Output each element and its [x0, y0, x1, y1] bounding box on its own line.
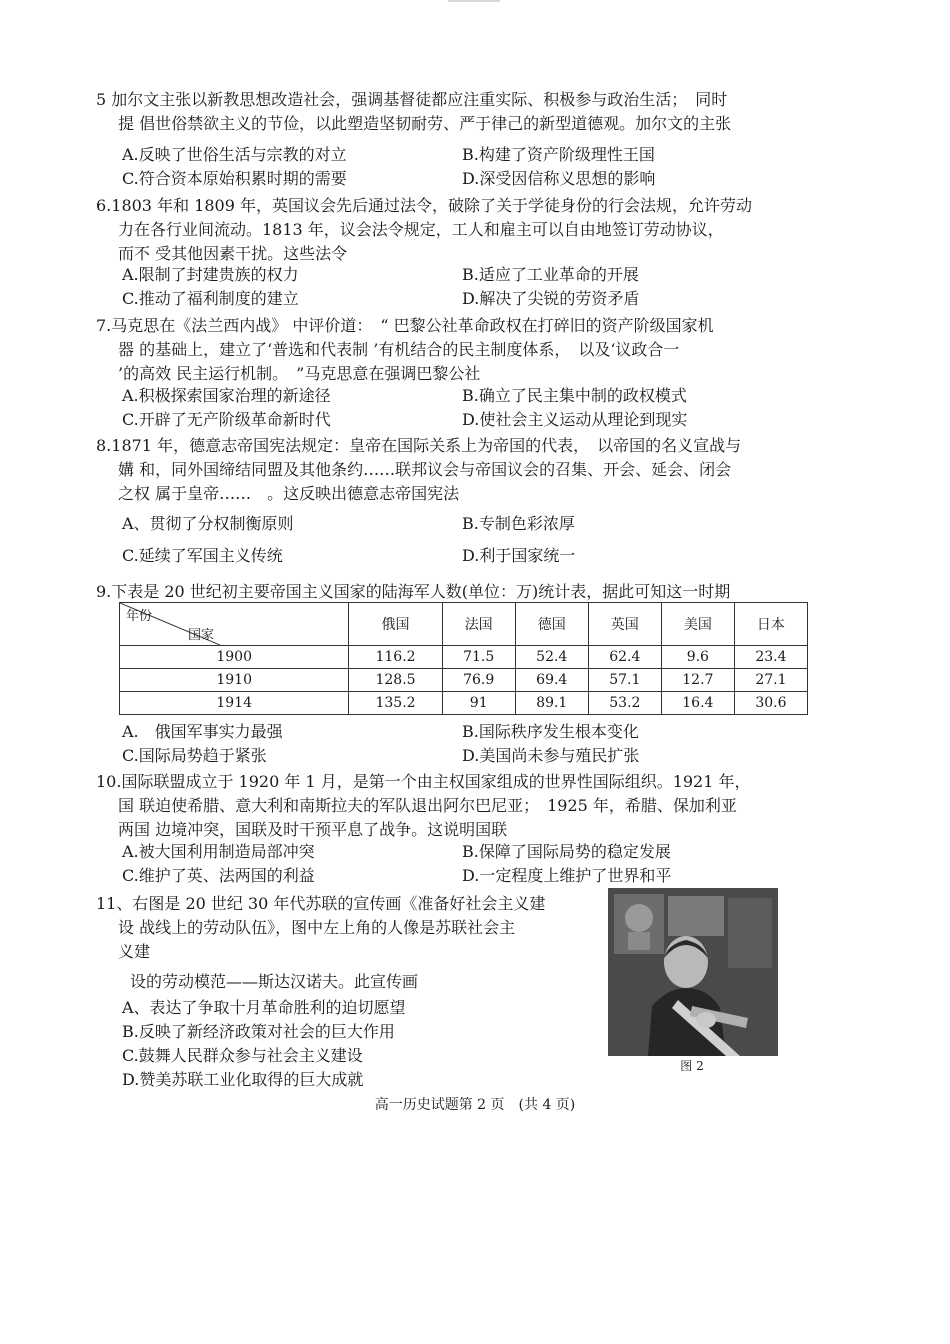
- question-line: 而不 受其他因素干扰。这些法令: [118, 244, 348, 263]
- table-row: [120, 646, 808, 669]
- table-cell: 62.4: [588, 646, 661, 669]
- question-6: [96, 194, 856, 266]
- question-line: 设 战线上的劳动队伍》，图中左上角的人像是苏联社会主: [118, 918, 516, 937]
- option-d: D.深受因信称义思想的影响: [462, 169, 656, 188]
- table-cell: 91: [442, 692, 515, 715]
- option-d: D.使社会主义运动从理论到现实: [462, 410, 688, 429]
- option-d: D.利于国家统一: [462, 546, 576, 565]
- option-d: D.一定程度上维护了世界和平: [462, 866, 672, 885]
- column-header: 法国: [442, 603, 515, 646]
- option-b: B.构建了资产阶级理性王国: [462, 145, 655, 164]
- option-d: D.赞美苏联工业化取得的巨大成就: [122, 1070, 364, 1089]
- option-d: D.解决了尖锐的劳资矛盾: [462, 289, 640, 308]
- table-cell: 9.6: [661, 646, 734, 669]
- table-cell: 135.2: [349, 692, 442, 715]
- question-line: 力在各行业间流动。1813 年，议会法令规定，工人和雇主可以自由地签订劳动协议，: [118, 220, 724, 239]
- table-cell: 23.4: [734, 646, 807, 669]
- option-c: C.开辟了无产阶级革命新时代: [122, 410, 331, 429]
- option-a: A.积极探索国家治理的新途径: [122, 386, 331, 405]
- question-9: [96, 580, 856, 604]
- question-8: [96, 434, 856, 506]
- column-header: 英国: [588, 603, 661, 646]
- column-header: 美国: [661, 603, 734, 646]
- column-header: 德国: [515, 603, 588, 646]
- table-cell: 76.9: [442, 669, 515, 692]
- question-line: 两国 边境冲突，国联及时干预平息了战争。这说明国联: [118, 820, 508, 839]
- question-line: 提 倡世俗禁欲主义的节俭，以此塑造坚韧耐劳、严于律己的新型道德观。加尔文的主张: [118, 114, 732, 133]
- page-footer: 高一历史试题第 2 页 (共 4 页): [374, 1097, 576, 1113]
- table-cell: 27.1: [734, 669, 807, 692]
- table-cell: 71.5: [442, 646, 515, 669]
- corner-year-label: 年份: [126, 609, 153, 624]
- option-a: A、贯彻了分权制衡原则: [122, 514, 294, 533]
- question-line: 10.国际联盟成立于 1920 年 1 月，是第一个由主权国家组成的世界性国际组织。1921 年，: [96, 772, 751, 791]
- option-c: C.推动了福利制度的建立: [122, 289, 299, 308]
- question-9-options: [122, 720, 862, 768]
- row-year: 1900: [120, 646, 349, 669]
- table-cell: 12.7: [661, 669, 734, 692]
- table-cell: 116.2: [349, 646, 442, 669]
- question-10-options: [122, 840, 862, 888]
- table-row: [120, 669, 808, 692]
- option-a: A、表达了争取十月革命胜利的迫切愿望: [122, 998, 406, 1017]
- question-7: [96, 314, 856, 386]
- question-8-options: [122, 512, 862, 568]
- scan-mark: [448, 0, 500, 2]
- question-5-options: [122, 143, 862, 191]
- question-line: 义建: [118, 942, 151, 961]
- question-6-options: [122, 263, 862, 311]
- table-cell: 52.4: [515, 646, 588, 669]
- option-b: B.保障了国际局势的稳定发展: [462, 842, 671, 861]
- question-line: ’的高效 民主运行机制。 ”马克思意在强调巴黎公社: [118, 364, 481, 383]
- option-b: B.适应了工业革命的开展: [462, 265, 639, 284]
- table-cell: 16.4: [661, 692, 734, 715]
- option-c: C.维护了英、法两国的利益: [122, 866, 315, 885]
- question-line: 媾 和，同外国缔结同盟及其他条约……联邦议会与帝国议会的召集、开会、延会、闭会: [118, 460, 732, 479]
- table-cell: 89.1: [515, 692, 588, 715]
- table-cell: 128.5: [349, 669, 442, 692]
- table-corner-cell: [120, 603, 349, 646]
- table-row: [120, 692, 808, 715]
- figure-caption: 图 2: [680, 1059, 704, 1073]
- question-line: 设的劳动模范——斯达汉诺夫。此宣传画: [130, 972, 419, 991]
- propaganda-poster-image: [608, 888, 778, 1056]
- option-a: A.被大国利用制造局部冲突: [122, 842, 315, 861]
- table-header-row: [120, 603, 808, 646]
- question-5: [96, 88, 856, 136]
- table-cell: 53.2: [588, 692, 661, 715]
- row-year: 1910: [120, 669, 349, 692]
- question-line: 5 加尔文主张以新教思想改造社会，强调基督徒都应注重实际、积极参与政治生活； 同时: [96, 90, 728, 109]
- table-cell: 30.6: [734, 692, 807, 715]
- option-a: A. 俄国军事实力最强: [122, 722, 283, 741]
- option-c: C.延续了军国主义传统: [122, 546, 283, 565]
- option-d: D.美国尚未参与殖民扩张: [462, 746, 640, 765]
- column-header: 俄国: [349, 603, 442, 646]
- question-line: 11、右图是 20 世纪 30 年代苏联的宣传画《准备好社会主义建: [96, 894, 546, 913]
- army-size-table: [119, 602, 808, 715]
- question-11: [96, 892, 596, 994]
- question-line: 8.1871 年，德意志帝国宪法规定：皇帝在国际关系上为帝国的代表， 以帝国的名义宣战与: [96, 436, 742, 455]
- question-line: 7.马克思在《法兰西内战》 中评价道： “ 巴黎公社革命政权在打碎旧的资产阶级国家机: [96, 316, 714, 335]
- corner-country-label: 国家: [187, 628, 214, 643]
- option-c: C.鼓舞人民群众参与社会主义建设: [122, 1046, 363, 1065]
- option-a: A.反映了世俗生活与宗教的对立: [122, 145, 347, 164]
- table-cell: 69.4: [515, 669, 588, 692]
- question-line: 6.1803 年和 1809 年，英国议会先后通过法令，破除了关于学徒身份的行会法规，允许劳动: [96, 196, 752, 215]
- question-line: 之权 属于皇帝…… 。这反映出德意志帝国宪法: [118, 484, 460, 503]
- option-a: A.限制了封建贵族的权力: [122, 265, 299, 284]
- question-7-options: [122, 384, 862, 432]
- table-cell: 57.1: [588, 669, 661, 692]
- option-b: B.反映了新经济政策对社会的巨大作用: [122, 1022, 395, 1041]
- question-line: 9.下表是 20 世纪初主要帝国主义国家的陆海军人数(单位：万)统计表，据此可知这一时期: [96, 582, 731, 601]
- question-line: 器 的基础上，建立了‘普选和代表制 ’有机结合的民主制度体系， 以及‘议政合一: [118, 340, 680, 359]
- option-c: C.国际局势趋于紧张: [122, 746, 267, 765]
- row-year: 1914: [120, 692, 349, 715]
- question-10: [96, 770, 856, 842]
- option-b: B.确立了民主集中制的政权模式: [462, 386, 687, 405]
- option-b: B.国际秩序发生根本变化: [462, 722, 639, 741]
- question-line: 国 联迫使希腊、意大利和南斯拉夫的军队退出阿尔巴尼亚； 1925 年，希腊、保加利亚: [118, 796, 737, 815]
- option-c: C.符合资本原始积累时期的需要: [122, 169, 347, 188]
- option-b: B.专制色彩浓厚: [462, 514, 575, 533]
- column-header: 日本: [734, 603, 807, 646]
